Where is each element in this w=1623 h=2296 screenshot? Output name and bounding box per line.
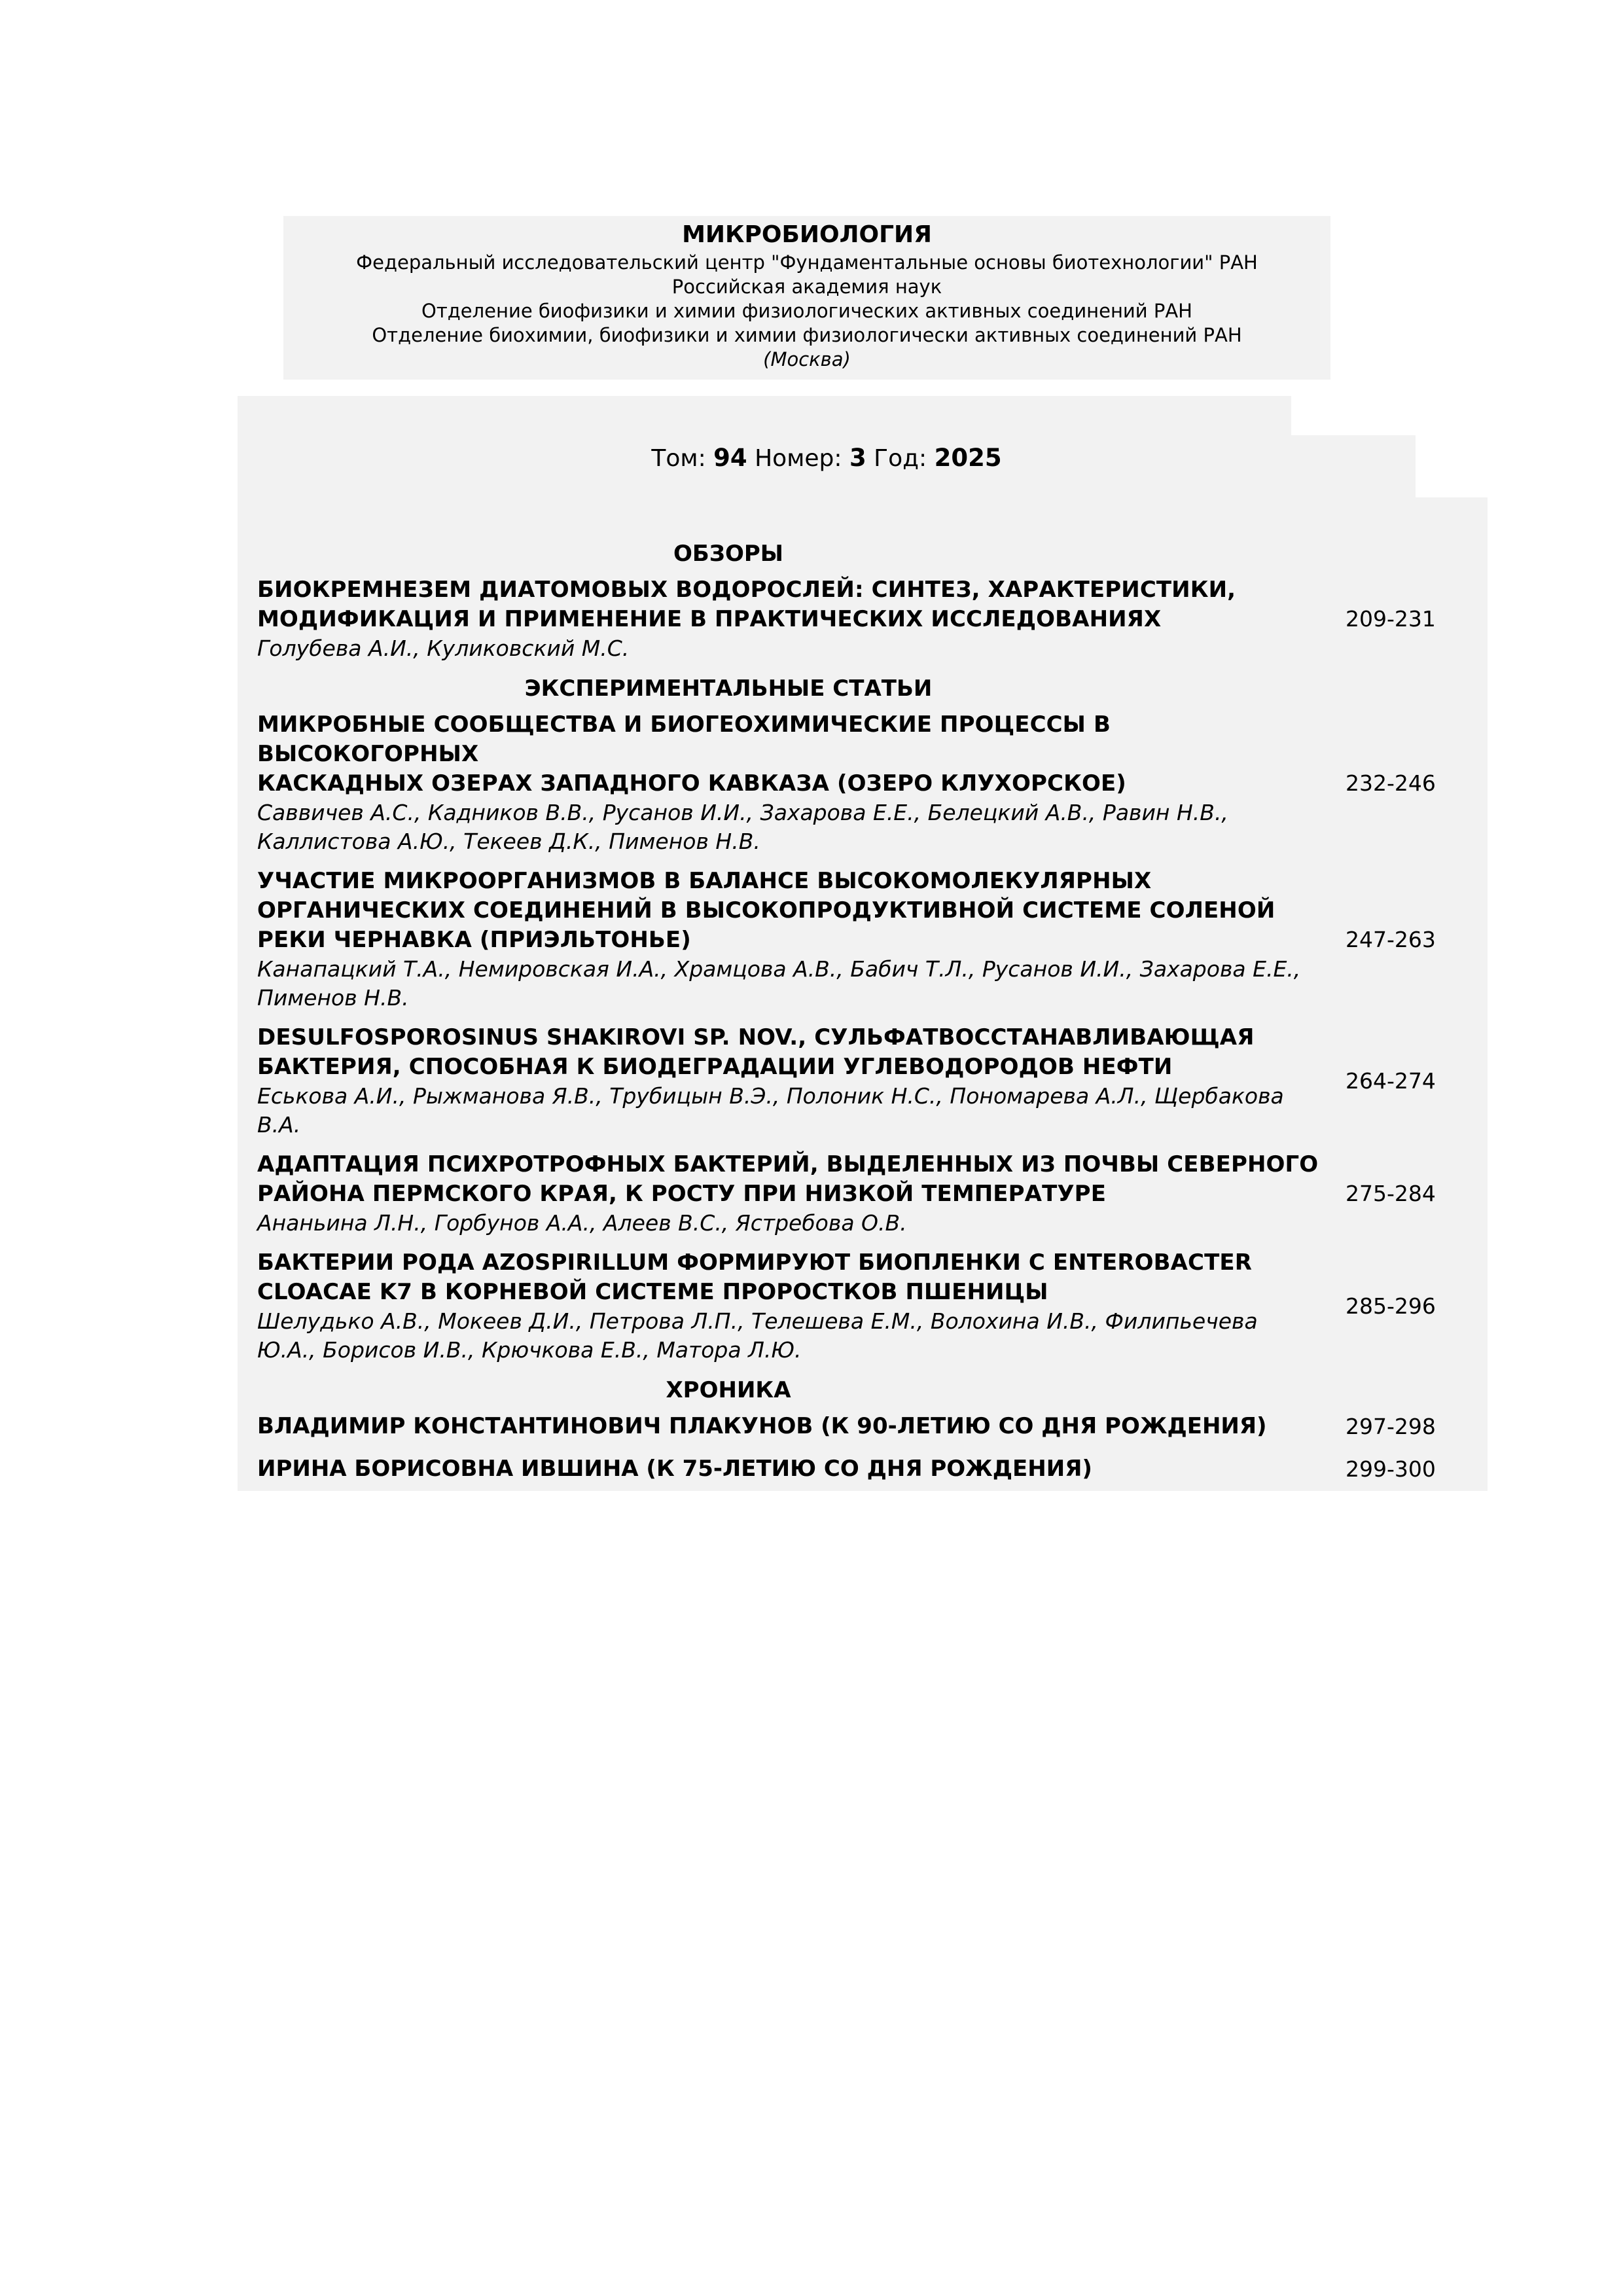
- article-title[interactable]: [257, 867, 1330, 955]
- journal-title: МИКРОБИОЛОГИЯ: [682, 221, 932, 248]
- article-pages: 264-274: [1346, 1068, 1436, 1094]
- article-authors-line: Голубева А.И., Куликовский М.С.: [257, 636, 630, 661]
- toc-entry[interactable]: [257, 1248, 1468, 1365]
- year-label: Год:: [874, 445, 927, 472]
- publisher-city: (Москва): [763, 348, 851, 370]
- toc-entry[interactable]: [257, 1023, 1468, 1139]
- section-heading: ХРОНИКА: [666, 1377, 791, 1403]
- article-authors-line: Ю.А., Борисов И.В., Крючкова Е.В., Матора Л.Ю.: [257, 1337, 802, 1363]
- article-authors: [257, 1082, 1330, 1139]
- volume-value: 94: [713, 444, 747, 472]
- article-authors-line: Еськова А.И., Рыжманова Я.В., Трубицын В.Э., Полоник Н.С., Пономарева А.Л., Щербакова: [257, 1083, 1284, 1109]
- article-authors: [257, 1209, 1330, 1238]
- article-authors: [257, 798, 1330, 856]
- article-title[interactable]: [257, 1248, 1330, 1307]
- section-heading: ОБЗОРЫ: [673, 541, 784, 567]
- article-title-line: CLOACAE K7 В КОРНЕВОЙ СИСТЕМЕ ПРОРОСТКОВ ПШЕНИЦЫ: [257, 1279, 1048, 1305]
- toc-entry[interactable]: [257, 867, 1468, 1013]
- article-authors-line: Шелудько А.В., Мокеев Д.И., Петрова Л.П., Телешева Е.М., Волохина И.В., Филипьечева: [257, 1308, 1258, 1334]
- toc-entry[interactable]: [257, 1150, 1468, 1238]
- article-pages: 297-298: [1346, 1414, 1436, 1439]
- article-title-line: DESULFOSPOROSINUS SHAKIROVI SP. NOV., СУЛЬФАТВОССТАНАВЛИВАЮЩАЯ: [257, 1024, 1255, 1050]
- article-title-line: МИКРОБНЫЕ СООБЩЕСТВА И БИОГЕОХИМИЧЕСКИЕ ПРОЦЕССЫ В ВЫСОКОГОРНЫХ: [257, 711, 1111, 767]
- number-value: 3: [849, 444, 866, 472]
- article-title[interactable]: [257, 575, 1330, 634]
- article-title-line: ИРИНА БОРИСОВНА ИВШИНА (К 75-ЛЕТИЮ СО ДНЯ РОЖДЕНИЯ): [257, 1456, 1092, 1482]
- article-title-line: УЧАСТИЕ МИКРООРГАНИЗМОВ В БАЛАНСЕ ВЫСОКОМОЛЕКУЛЯРНЫХ: [257, 868, 1152, 894]
- issue-info: [238, 435, 1416, 481]
- number-label: Номер:: [755, 445, 842, 472]
- article-authors-line: Пименов Н.В.: [257, 985, 409, 1011]
- article-title-line: ОРГАНИЧЕСКИХ СОЕДИНЕНИЙ В ВЫСОКОПРОДУКТИВНОЙ СИСТЕМЕ СОЛЕНОЙ: [257, 897, 1275, 924]
- article-pages: 209-231: [1346, 606, 1436, 632]
- article-title[interactable]: [257, 1454, 1330, 1484]
- publisher-line: Федеральный исследовательский центр "Фундаментальные основы биотехнологии" РАН: [356, 251, 1258, 274]
- article-title-line: КАСКАДНЫХ ОЗЕРАХ ЗАПАДНОГО КАВКАЗА (ОЗЕРО КЛУХОРСКОЕ): [257, 770, 1126, 797]
- article-authors-line: В.А.: [257, 1112, 301, 1138]
- article-authors: [257, 634, 1330, 663]
- article-pages: 275-284: [1346, 1181, 1436, 1206]
- article-title-line: АДАПТАЦИЯ ПСИХРОТРОФНЫХ БАКТЕРИЙ, ВЫДЕЛЕННЫХ ИЗ ПОЧВЫ СЕВЕРНОГО: [257, 1151, 1319, 1177]
- toc-entry[interactable]: [257, 710, 1468, 856]
- article-title-line: РЕКИ ЧЕРНАВКА (ПРИЭЛЬТОНЬЕ): [257, 927, 691, 953]
- article-title-line: БАКТЕРИИ РОДА AZOSPIRILLUM ФОРМИРУЮТ БИОПЛЕНКИ С ENTEROBACTER: [257, 1249, 1252, 1276]
- publisher-line: Отделение биохимии, биофизики и химии физиологически активных соединений РАН: [372, 324, 1242, 346]
- article-title-line: БАКТЕРИЯ, СПОСОБНАЯ К БИОДЕГРАДАЦИИ УГЛЕВОДОРОДОВ НЕФТИ: [257, 1054, 1173, 1080]
- article-title-line: БИОКРЕМНЕЗЕМ ДИАТОМОВЫХ ВОДОРОСЛЕЙ: СИНТЕЗ, ХАРАКТЕРИСТИКИ,: [257, 577, 1236, 603]
- publisher-line: Российская академия наук: [671, 276, 942, 298]
- issue-background: [238, 396, 1291, 435]
- article-pages: 232-246: [1346, 770, 1436, 796]
- article-title-line: МОДИФИКАЦИЯ И ПРИМЕНЕНИЕ В ПРАКТИЧЕСКИХ ИССЛЕДОВАНИЯХ: [257, 606, 1162, 632]
- article-title[interactable]: [257, 710, 1330, 798]
- article-title[interactable]: [257, 1412, 1330, 1441]
- article-authors-line: Каллистова А.Ю., Текеев Д.К., Пименов Н.В.: [257, 829, 760, 854]
- section-heading: ЭКСПЕРИМЕНТАЛЬНЫЕ СТАТЬИ: [524, 675, 933, 702]
- toc-entry[interactable]: [257, 1412, 1468, 1441]
- article-pages: 285-296: [1346, 1293, 1436, 1319]
- article-pages: 247-263: [1346, 926, 1436, 952]
- toc-entry[interactable]: [257, 1454, 1468, 1484]
- publisher-line: Отделение биофизики и химии физиологических активных соединений РАН: [421, 300, 1192, 322]
- article-authors: [257, 955, 1330, 1013]
- article-authors-line: Саввичев А.С., Кадников В.В., Русанов И.И., Захарова Е.Е., Белецкий А.В., Равин Н.В.,: [257, 800, 1228, 825]
- toc-entry[interactable]: [257, 575, 1468, 663]
- year-value: 2025: [934, 444, 1002, 472]
- article-title-line: ВЛАДИМИР КОНСТАНТИНОВИЧ ПЛАКУНОВ (К 90-ЛЕТИЮ СО ДНЯ РОЖДЕНИЯ): [257, 1413, 1267, 1439]
- article-title[interactable]: [257, 1023, 1330, 1082]
- journal-header: [283, 216, 1330, 380]
- article-authors-line: Ананьина Л.Н., Горбунов А.А., Алеев В.С., Ястребова О.В.: [257, 1210, 907, 1236]
- volume-label: Том:: [651, 445, 706, 472]
- article-authors-line: Канапацкий Т.А., Немировская И.А., Храмцова А.В., Бабич Т.Л., Русанов И.И., Захарова Е.Е.,: [257, 956, 1301, 982]
- article-authors: [257, 1307, 1330, 1365]
- article-title[interactable]: [257, 1150, 1330, 1209]
- article-pages: 299-300: [1346, 1456, 1436, 1482]
- table-of-contents: [257, 535, 1468, 1497]
- article-title-line: РАЙОНА ПЕРМСКОГО КРАЯ, К РОСТУ ПРИ НИЗКОЙ ТЕМПЕРАТУРЕ: [257, 1181, 1107, 1207]
